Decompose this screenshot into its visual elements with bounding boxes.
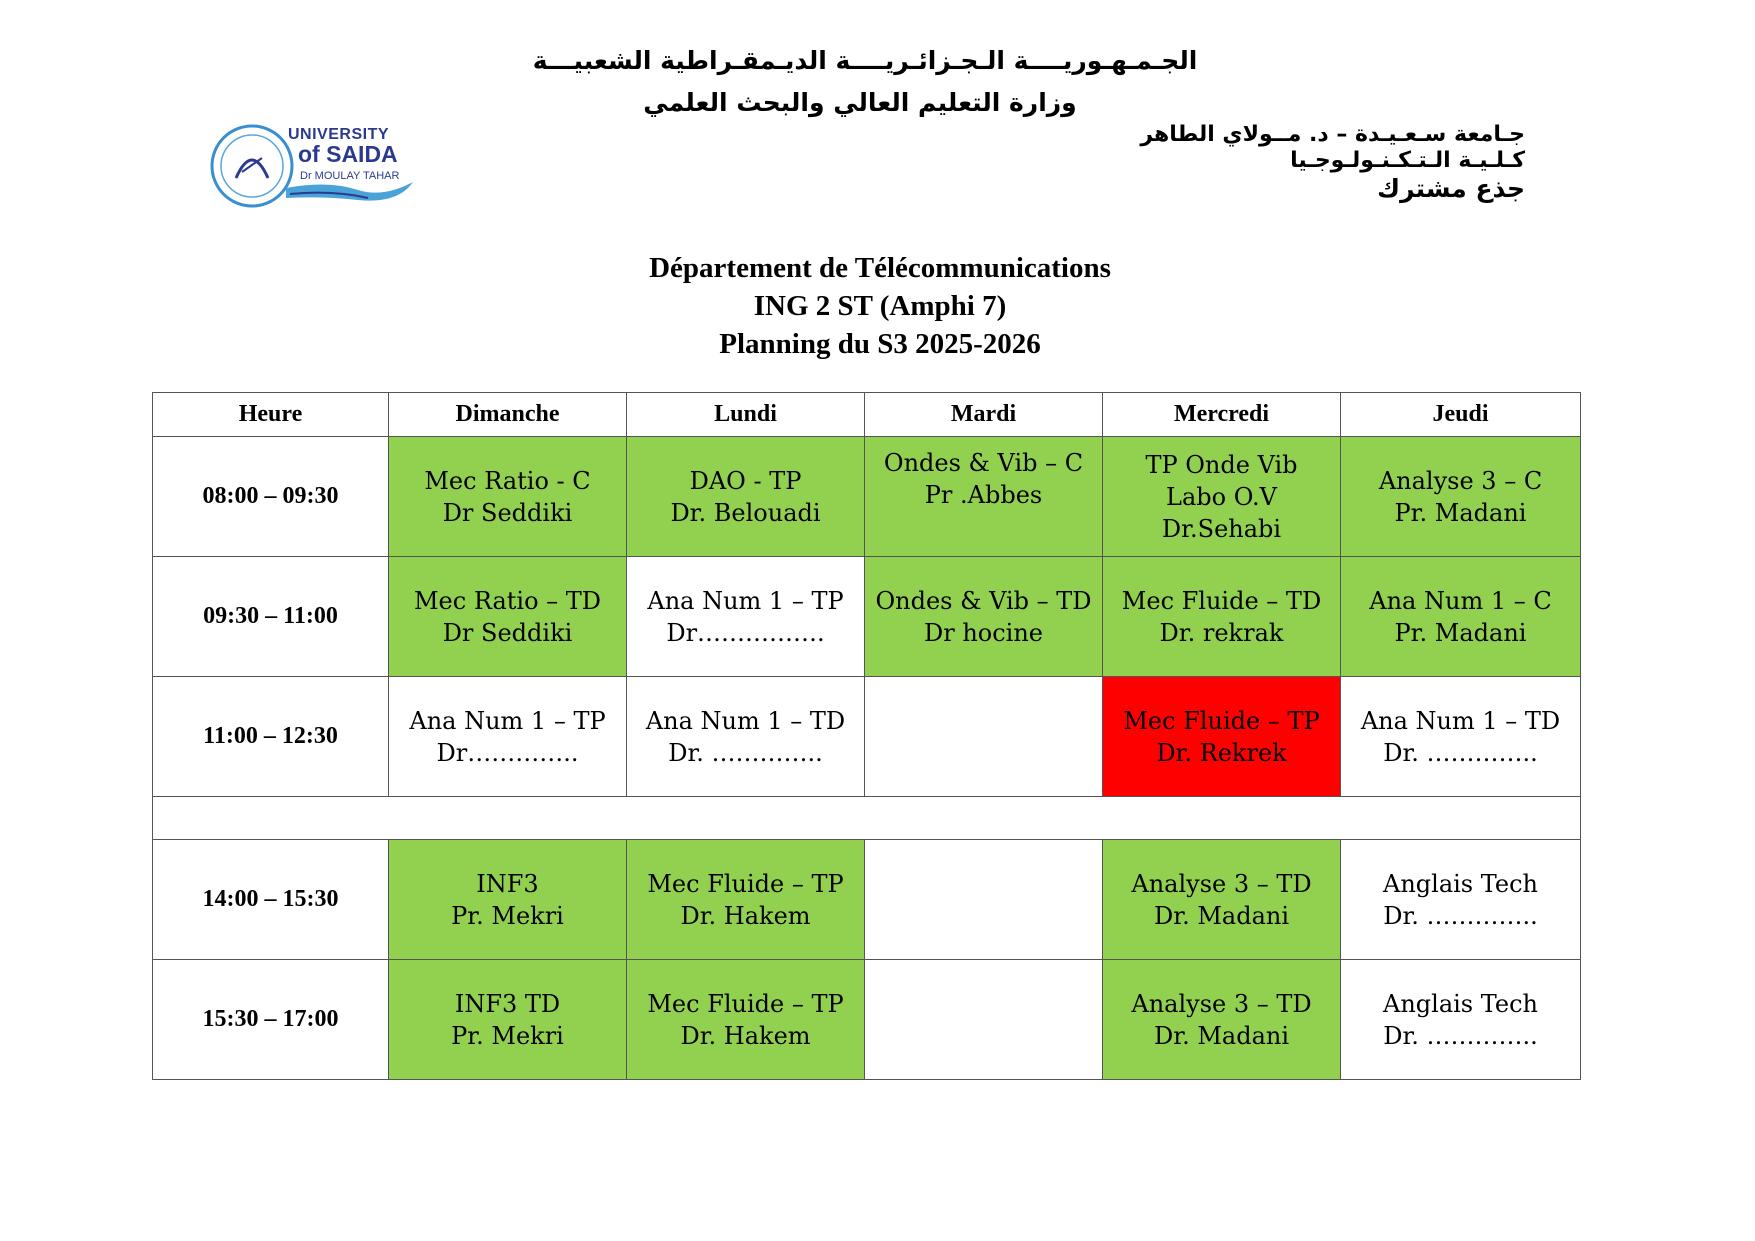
course-teacher: Dr hocine [923,618,1044,647]
column-header-lundi: Lundi [627,393,865,437]
time-slot: 15:30 – 17:00 [153,960,389,1080]
header-ministry: وزارة التعليم العالي والبحث العلمي [643,88,1077,117]
course-teacher: Pr. Mekri [451,1021,564,1050]
course-cell [1341,437,1581,557]
column-header-heure: Heure [153,393,389,437]
course-name: Ana Num 1 – TP [647,586,844,615]
course-name: Analyse 3 – TD [1131,989,1312,1018]
course-teacher: Dr. Hakem [680,901,811,930]
column-header-mercredi: Mercredi [1103,393,1341,437]
course-teacher: Dr. Madani [1153,1021,1290,1050]
course-name: Mec Ratio – TD [413,586,602,615]
table-row [153,437,1581,557]
empty-cell [865,960,1103,1080]
course-cell [1103,960,1341,1080]
course-name: INF3 TD [454,989,561,1018]
course-name: Mec Fluide – TP [1123,706,1320,735]
course-teacher: Dr. Rekrek [1156,738,1287,767]
course-cell [389,840,627,960]
course-name: Analyse 3 – TD [1131,869,1312,898]
course-name: Ana Num 1 – C [1369,586,1552,615]
lunch-break-row [153,797,1581,840]
course-teacher: Dr. Madani [1153,901,1290,930]
course-room: Labo O.V [1166,482,1277,511]
course-name: Mec Ratio - C [424,466,591,495]
time-slot: 09:30 – 11:00 [153,557,389,677]
department-title: Département de Télécommunications [649,252,1111,284]
course-name: Ana Num 1 – TD [1360,706,1561,735]
course-name: Ondes & Vib – TD [875,586,1092,615]
course-teacher: Dr. ………….. [1383,738,1538,767]
planning-title: Planning du S3 2025-2026 [719,328,1041,360]
course-name: Ondes & Vib – C [883,449,1084,477]
table-row [153,677,1581,797]
time-slot: 11:00 – 12:30 [153,677,389,797]
lunch-break-cell [153,797,1581,840]
course-cell-highlighted [1103,677,1341,797]
header-faculty: كـلـيـة الـتـكـنـولـوجـيا [1290,148,1525,173]
course-cell [1103,840,1341,960]
column-header-mardi: Mardi [865,393,1103,437]
empty-cell [865,840,1103,960]
logo-text-moulay-tahar: Dr MOULAY TAHAR [300,170,400,182]
course-teacher: Dr. ………….. [1383,1021,1538,1050]
table-row [153,960,1581,1080]
schedule-table [152,392,1581,1080]
course-teacher: Dr.Sehabi [1161,514,1282,543]
course-name: Anglais Tech [1382,989,1538,1018]
course-cell [389,677,627,797]
time-slot: 08:00 – 09:30 [153,437,389,557]
column-header-jeudi: Jeudi [1341,393,1581,437]
time-slot: 14:00 – 15:30 [153,840,389,960]
course-teacher: Dr. Belouadi [670,498,821,527]
course-cell [865,437,1103,557]
course-teacher: Pr. Madani [1394,498,1527,527]
course-cell [389,557,627,677]
table-row [153,557,1581,677]
course-name: Anglais Tech [1382,869,1538,898]
course-cell [1341,840,1581,960]
course-cell [627,677,865,797]
header-university: جـامعة سـعـيـدة – د. مــولاي الطاهر [1140,122,1525,147]
course-teacher: Dr. ………….. [1383,901,1538,930]
course-cell [389,960,627,1080]
course-name: Mec Fluide – TP [647,869,844,898]
course-cell [865,557,1103,677]
course-name: Ana Num 1 – TP [409,706,606,735]
header-republic: الجـمـهـوريــــة الـجـزائـريــــة الديـمقـراطية الشعبيـــة [532,46,1198,75]
course-cell [627,557,865,677]
course-cell [1341,557,1581,677]
course-teacher: Dr……………. [666,618,825,647]
header-row [153,393,1581,437]
course-teacher: Dr. rekrak [1159,618,1284,647]
header-tronc-commun: جذع مشترك [1377,174,1525,203]
course-teacher: Dr. Hakem [680,1021,811,1050]
course-teacher: Pr. Madani [1394,618,1527,647]
table-row [153,840,1581,960]
logo-text-university: UNIVERSITY [288,126,390,143]
course-teacher: Dr Seddiki [442,618,573,647]
course-cell [627,960,865,1080]
empty-cell [865,677,1103,797]
course-teacher: Dr Seddiki [442,498,573,527]
course-teacher: Dr………….. [436,738,579,767]
course-name: DAO - TP [689,466,802,495]
course-name: Analyse 3 – C [1378,466,1543,495]
course-cell [1103,557,1341,677]
course-teacher: Dr. ………….. [668,738,823,767]
course-name: Mec Fluide – TD [1121,586,1322,615]
course-name: TP Onde Vib [1145,450,1298,479]
course-cell [1341,677,1581,797]
course-cell [627,437,865,557]
university-logo [208,120,428,212]
course-name: Mec Fluide – TP [647,989,844,1018]
course-cell [1103,437,1341,557]
group-title: ING 2 ST (Amphi 7) [753,290,1007,322]
course-cell [1341,960,1581,1080]
course-name: INF3 [476,869,539,898]
course-teacher: Pr. Mekri [451,901,564,930]
column-header-dimanche: Dimanche [389,393,627,437]
course-cell [389,437,627,557]
course-cell [627,840,865,960]
course-teacher: Pr .Abbes [924,481,1043,509]
course-name: Ana Num 1 – TD [645,706,846,735]
logo-text-saida: of SAIDA [298,141,398,167]
